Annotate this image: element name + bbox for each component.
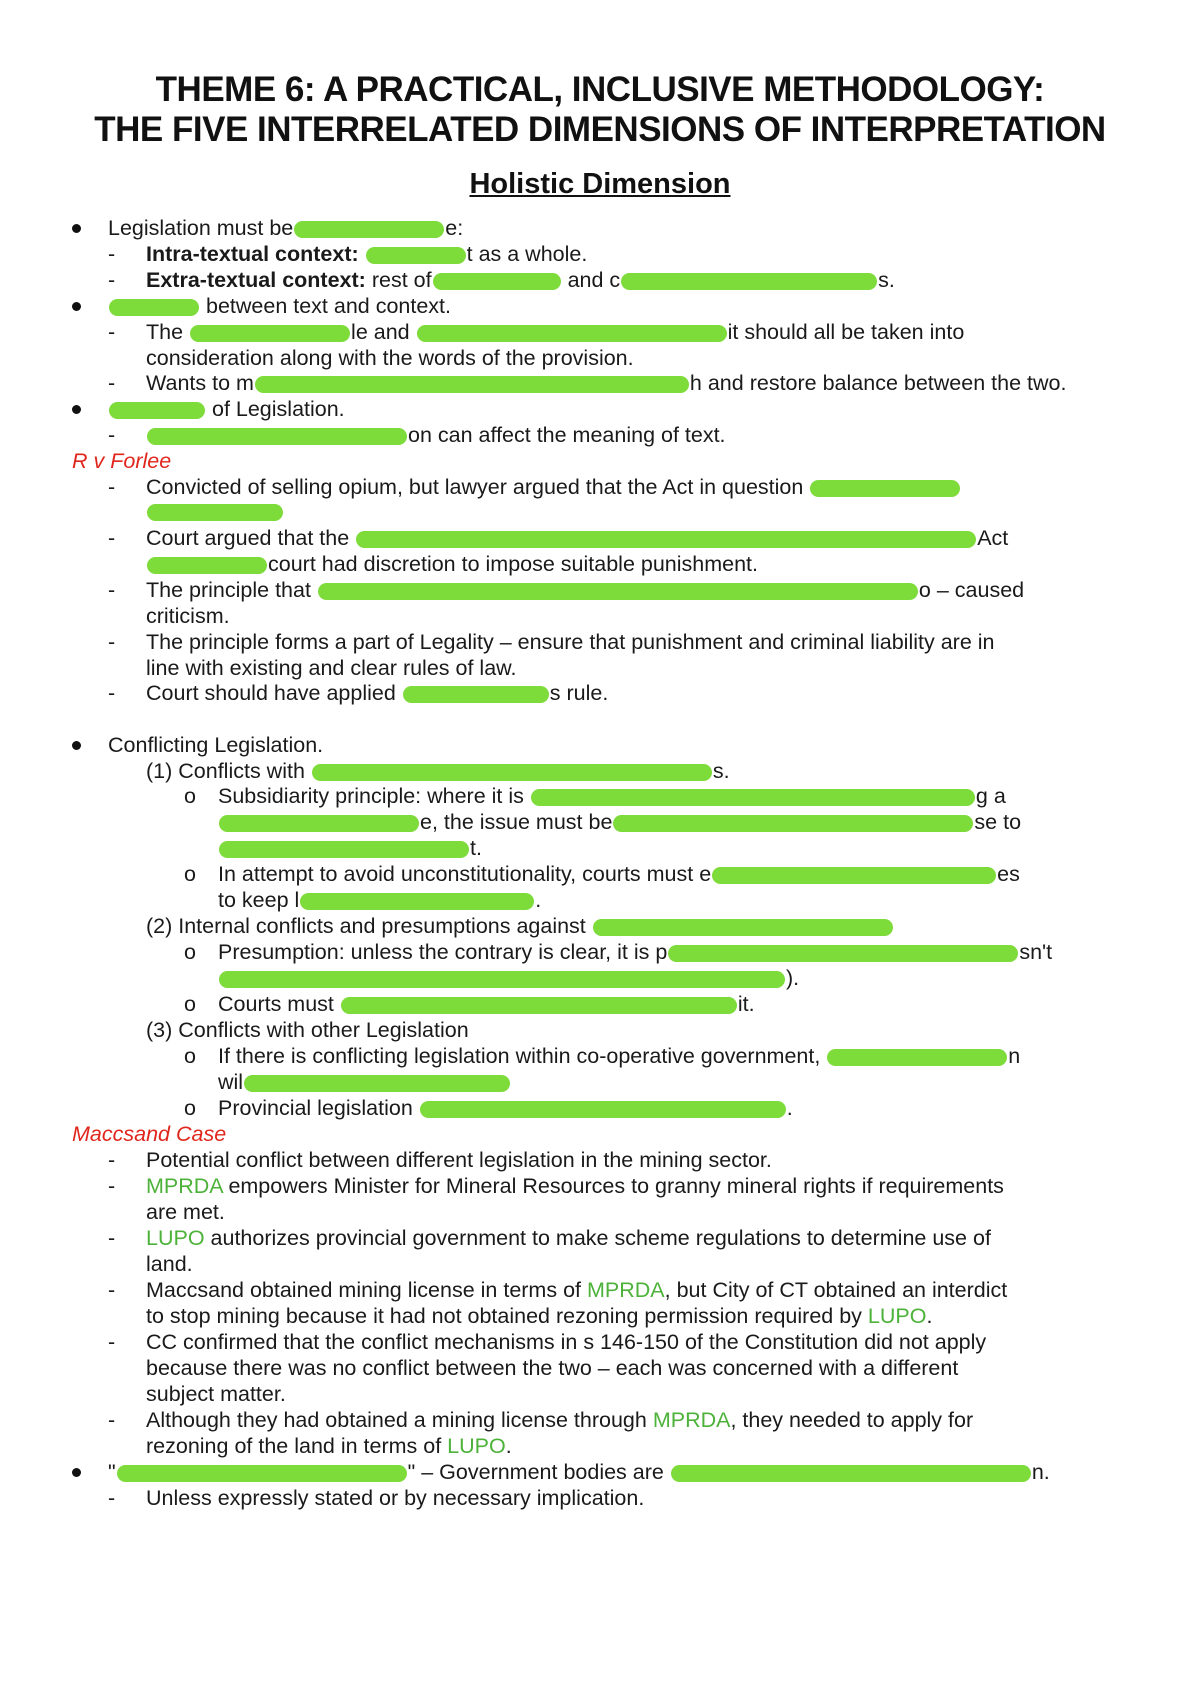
dash-marker: - xyxy=(108,371,116,395)
document-title-line-2: THE FIVE INTERRELATED DIMENSIONS OF INTERPRETATION xyxy=(94,110,1106,149)
text-line: The le and it should all be taken into xyxy=(146,320,965,344)
text-line: to stop mining because it had not obtained rezoning permission required by LUPO. xyxy=(146,1304,933,1328)
dash-marker: - xyxy=(108,630,116,654)
text-line: to keep l . xyxy=(218,888,542,912)
bullet-icon xyxy=(72,1468,81,1477)
dash-marker: - xyxy=(108,1226,116,1250)
text-line: Court argued that the Act xyxy=(146,526,1009,550)
dash-marker: - xyxy=(108,1408,116,1432)
redaction-highlight xyxy=(312,764,712,781)
redaction-highlight xyxy=(219,971,785,988)
redaction-highlight xyxy=(417,325,727,342)
redaction-highlight xyxy=(827,1049,1007,1066)
text-line: are met. xyxy=(146,1200,225,1224)
text-line: on can affect the meaning of text. xyxy=(146,421,726,449)
text-line: Courts must it. xyxy=(218,992,755,1016)
redaction-highlight xyxy=(255,376,689,393)
redaction-highlight xyxy=(810,480,960,497)
redaction-highlight xyxy=(621,273,877,290)
redaction-highlight xyxy=(356,531,976,548)
text-line: LUPO authorizes provincial government to make scheme regulations to determine use of xyxy=(146,1226,991,1250)
redaction-highlight xyxy=(147,504,283,521)
dash-marker: - xyxy=(108,1174,116,1198)
dash-marker: - xyxy=(108,242,116,266)
text-line: Wants to m h and restore balance between the two. xyxy=(146,371,1067,395)
text-line: CC confirmed that the conflict mechanisms in s 146-150 of the Constitution did not apply xyxy=(146,1330,987,1354)
text-line: because there was no conflict between the two – each was concerned with a different xyxy=(146,1356,959,1380)
dash-marker: - xyxy=(108,320,116,344)
redaction-highlight xyxy=(318,583,918,600)
text-line: " " – Government bodies are n. xyxy=(108,1460,1050,1484)
text-line: of Legislation. xyxy=(108,395,345,423)
hollow-bullet-icon: o xyxy=(184,784,196,808)
text-line xyxy=(146,497,284,525)
redaction-highlight xyxy=(613,815,973,832)
text-line: line with existing and clear rules of law. xyxy=(146,656,517,680)
text-line: The principle that o – caused xyxy=(146,578,1025,602)
redaction-highlight xyxy=(712,867,996,884)
text-line: Subsidiarity principle: where it is g a xyxy=(218,784,1006,808)
text-line: The principle forms a part of Legality – ensure that punishment and criminal liability are in xyxy=(146,630,995,654)
redaction-highlight xyxy=(403,686,549,703)
redaction-highlight xyxy=(671,1465,1031,1482)
dash-marker: - xyxy=(108,526,116,550)
section-title: Holistic Dimension xyxy=(469,168,731,200)
redaction-highlight xyxy=(593,919,893,936)
redaction-highlight xyxy=(300,893,534,910)
dash-marker: - xyxy=(108,1486,116,1510)
dash-marker: - xyxy=(108,268,116,292)
text-line: Legislation must be e: xyxy=(108,216,464,240)
hollow-bullet-icon: o xyxy=(184,940,196,964)
text-line: Extra-textual context: rest of and c s. xyxy=(146,268,895,292)
text-line: wil xyxy=(218,1068,511,1096)
text-line: criticism. xyxy=(146,604,230,628)
hollow-bullet-icon: o xyxy=(184,862,196,886)
text-line: rezoning of the land in terms of LUPO. xyxy=(146,1434,512,1458)
redaction-highlight xyxy=(219,815,419,832)
text-line: Conflicting Legislation. xyxy=(108,733,324,757)
text-line: land. xyxy=(146,1252,193,1276)
redaction-highlight xyxy=(433,273,561,290)
case-heading: R v Forlee xyxy=(72,449,172,473)
redaction-highlight xyxy=(147,557,267,574)
text-line: (1) Conflicts with s. xyxy=(146,759,730,783)
text-line: Unless expressly stated or by necessary implication. xyxy=(146,1486,645,1510)
redaction-highlight xyxy=(420,1101,786,1118)
bullet-icon xyxy=(72,405,81,414)
text-line: (3) Conflicts with other Legislation xyxy=(146,1018,469,1042)
bullet-icon xyxy=(72,302,81,311)
redaction-highlight xyxy=(190,325,350,342)
dash-marker: - xyxy=(108,1148,116,1172)
bullet-icon xyxy=(72,741,81,750)
dash-marker: - xyxy=(108,475,116,499)
text-line: between text and context. xyxy=(108,292,451,320)
text-line: In attempt to avoid unconstitutionality, courts must e es xyxy=(218,862,1020,886)
text-line: Convicted of selling opium, but lawyer argued that the Act in question xyxy=(146,473,961,501)
redaction-highlight xyxy=(294,221,444,238)
dash-marker: - xyxy=(108,1278,116,1302)
dash-marker: - xyxy=(108,681,116,705)
hollow-bullet-icon: o xyxy=(184,1096,196,1120)
redaction-highlight xyxy=(147,428,407,445)
bullet-icon xyxy=(72,224,81,233)
text-line: (2) Internal conflicts and presumptions against xyxy=(146,912,894,940)
text-line: t. xyxy=(218,834,482,862)
text-line: subject matter. xyxy=(146,1382,286,1406)
text-line: Although they had obtained a mining license through MPRDA, they needed to apply for xyxy=(146,1408,974,1432)
dash-marker: - xyxy=(108,423,116,447)
redaction-highlight xyxy=(109,402,205,419)
text-line: Intra-textual context: t as a whole. xyxy=(146,242,588,266)
hollow-bullet-icon: o xyxy=(184,992,196,1016)
redaction-highlight xyxy=(668,945,1018,962)
text-line: If there is conflicting legislation within co-operative government, n xyxy=(218,1044,1021,1068)
text-line: e, the issue must be se to xyxy=(218,808,1021,836)
redaction-highlight xyxy=(219,841,469,858)
redaction-highlight xyxy=(366,247,466,264)
dash-marker: - xyxy=(108,578,116,602)
redaction-highlight xyxy=(341,997,737,1014)
redaction-highlight xyxy=(117,1465,407,1482)
text-line: MPRDA empowers Minister for Mineral Resources to granny mineral rights if requirements xyxy=(146,1174,1004,1198)
text-line: Potential conflict between different legislation in the mining sector. xyxy=(146,1148,772,1172)
redaction-highlight xyxy=(531,789,975,806)
text-line: consideration along with the words of the provision. xyxy=(146,346,634,370)
redaction-highlight xyxy=(109,299,199,316)
dash-marker: - xyxy=(108,1330,116,1354)
text-line: Provincial legislation . xyxy=(218,1096,793,1120)
redaction-highlight xyxy=(244,1075,510,1092)
text-line: Court should have applied s rule. xyxy=(146,681,609,705)
document-title-line-1: THEME 6: A PRACTICAL, INCLUSIVE METHODOLOGY: xyxy=(155,70,1045,109)
text-line: Presumption: unless the contrary is clear, it is p sn't xyxy=(218,940,1053,964)
text-line: Maccsand obtained mining license in terms of MPRDA, but City of CT obtained an interdict xyxy=(146,1278,1008,1302)
text-line: ). xyxy=(218,964,799,992)
text-line: court had discretion to impose suitable punishment. xyxy=(146,550,758,578)
case-heading: Maccsand Case xyxy=(72,1122,227,1146)
hollow-bullet-icon: o xyxy=(184,1044,196,1068)
